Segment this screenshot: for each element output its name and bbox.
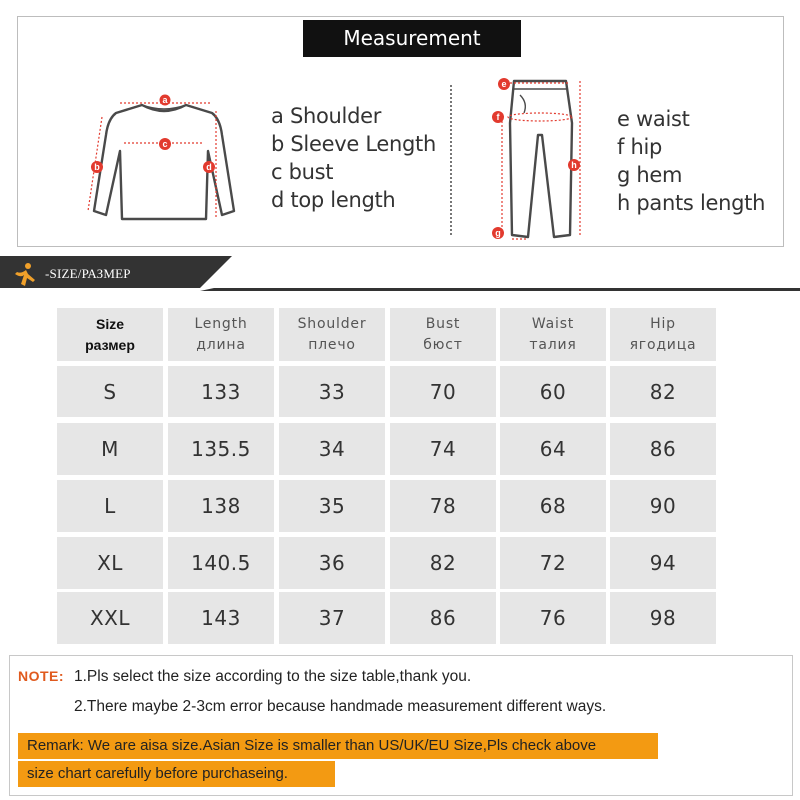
marker-f: f — [496, 112, 500, 122]
measurement-diagram — [17, 16, 784, 247]
table-cell: 133 — [168, 366, 274, 417]
marker-e: e — [501, 79, 507, 89]
legend-pants-length: h pants length — [617, 191, 766, 215]
table-cell: 37 — [279, 592, 385, 644]
legend-shoulder: a Shoulder — [271, 104, 382, 128]
table-cell: S — [57, 366, 163, 417]
size-heading-label: -SIZE/РАЗМЕР — [45, 266, 131, 281]
table-cell: 138 — [168, 480, 274, 532]
marker-a: a — [162, 95, 168, 105]
marker-b: b — [94, 162, 100, 172]
dancer-logo-icon — [9, 262, 39, 288]
legend-hem: g hem — [617, 163, 683, 187]
header-size: Size размер — [57, 308, 163, 361]
header-waist: Waist талия — [500, 308, 606, 361]
table-cell: 140.5 — [168, 537, 274, 589]
header-bust: Bust бюст — [390, 308, 496, 361]
table-cell: 70 — [390, 366, 496, 417]
table-cell: 34 — [279, 423, 385, 475]
table-cell: 86 — [390, 592, 496, 644]
table-cell: M — [57, 423, 163, 475]
top-legend — [271, 102, 436, 214]
table-cell: XL — [57, 537, 163, 589]
marker-h: h — [571, 160, 577, 170]
table-cell: L — [57, 480, 163, 532]
table-cell: 68 — [500, 480, 606, 532]
marker-d: d — [206, 162, 212, 172]
header-hip: Hip ягодица — [610, 308, 716, 361]
note-line-2: 2.There maybe 2-3cm error because handmade measurement different ways. — [74, 698, 607, 715]
table-cell: 64 — [500, 423, 606, 475]
table-cell: 82 — [610, 366, 716, 417]
table-cell: 94 — [610, 537, 716, 589]
legend-bust: c bust — [271, 160, 334, 184]
pants-sketch-icon — [484, 73, 594, 245]
note-box — [9, 655, 793, 796]
header-length: Length длина — [168, 308, 274, 361]
remark-line-1: Remark: We are aisa size.Asian Size is smaller than US/UK/EU Size,Pls check above — [18, 733, 658, 759]
table-cell: 33 — [279, 366, 385, 417]
pants-legend — [617, 105, 765, 217]
table-cell: 86 — [610, 423, 716, 475]
table-cell: 98 — [610, 592, 716, 644]
table-cell: 76 — [500, 592, 606, 644]
table-cell: 35 — [279, 480, 385, 532]
note-label: NOTE: — [18, 668, 65, 684]
table-cell: 143 — [168, 592, 274, 644]
table-cell: XXL — [57, 592, 163, 644]
marker-g: g — [495, 228, 501, 238]
marker-c: c — [162, 139, 168, 149]
shirt-sketch-icon — [84, 91, 244, 231]
table-cell: 60 — [500, 366, 606, 417]
note-line-1: 1.Pls select the size according to the size table,thank you. — [74, 668, 472, 685]
diagram-title: Measurement diagram — [303, 20, 521, 57]
table-cell: 82 — [390, 537, 496, 589]
table-cell: 36 — [279, 537, 385, 589]
legend-sleeve-length: b Sleeve Length — [271, 132, 436, 156]
table-cell: 72 — [500, 537, 606, 589]
table-cell: 90 — [610, 480, 716, 532]
legend-hip: f hip — [617, 135, 663, 159]
table-cell: 78 — [390, 480, 496, 532]
header-shoulder: Shoulder плечо — [279, 308, 385, 361]
table-cell: 135.5 — [168, 423, 274, 475]
legend-top-length: d top length — [271, 188, 396, 212]
remark-line-2: size chart carefully before purchaseing. — [18, 761, 335, 787]
diagram-divider — [450, 85, 452, 235]
legend-waist: e waist — [617, 107, 690, 131]
table-cell: 74 — [390, 423, 496, 475]
